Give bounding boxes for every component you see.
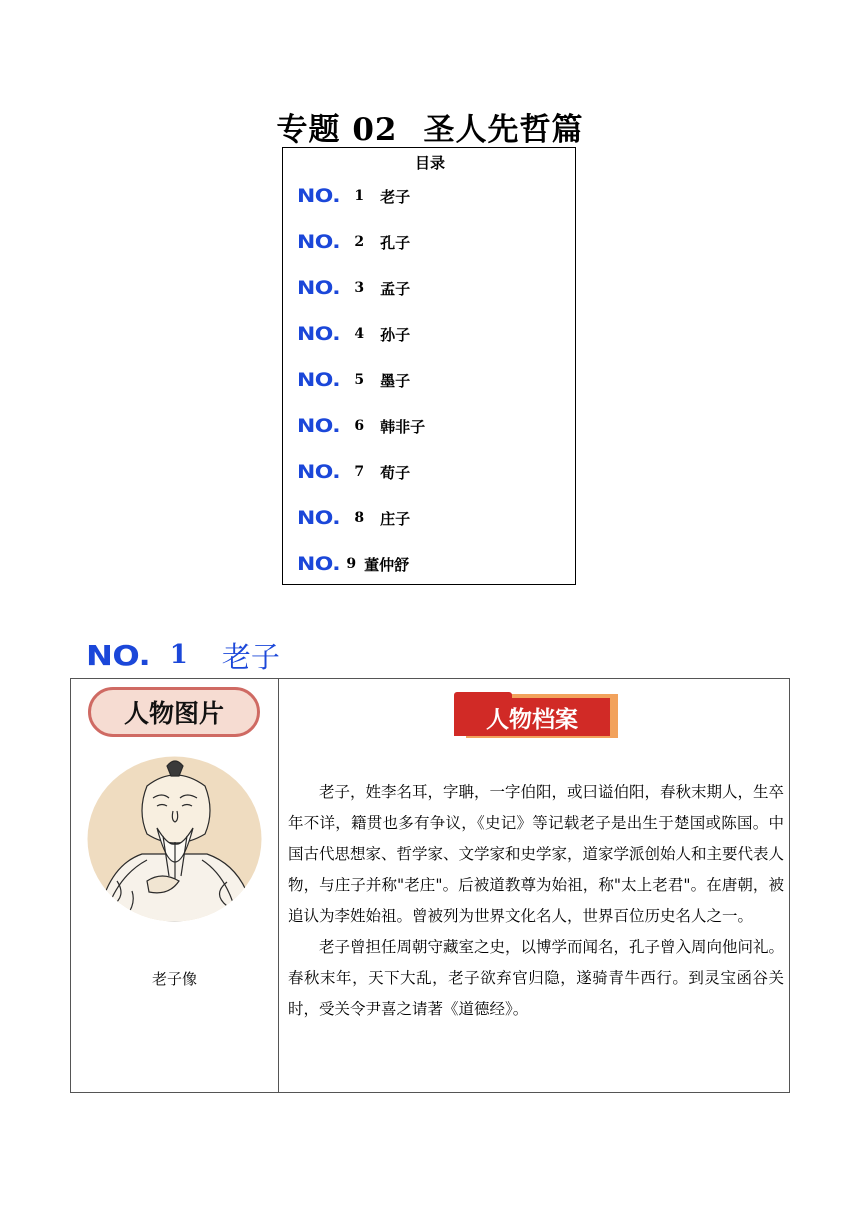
profile-card xyxy=(70,678,790,1093)
toc-item[interactable] xyxy=(297,461,410,483)
portrait-caption: 老子像 xyxy=(151,970,197,988)
toc-item-name: 孙子 xyxy=(380,325,411,344)
toc-heading: 目录 xyxy=(414,154,445,172)
toc-item-name: 孔子 xyxy=(380,233,411,252)
toc-item-number: 1 xyxy=(354,188,365,204)
archive-label-text: 人物档案 xyxy=(486,706,578,733)
toc-item[interactable] xyxy=(297,415,425,437)
toc-item[interactable] xyxy=(297,369,410,391)
no-badge: NO. xyxy=(297,461,340,483)
bio-paragraph: 老子曾担任周朝守藏室之史，以博学而闻名，孔子曾入周向他问礼。春秋末年，天下大乱，老子欲弃官归隐，遂骑青牛西行。到灵宝函谷关时，受关令尹喜之请著《道德经》。 xyxy=(288,938,785,1018)
toc-item-number: 4 xyxy=(354,326,365,342)
no-badge: NO. xyxy=(86,638,151,672)
section-name: 老子 xyxy=(221,639,280,674)
section-heading xyxy=(86,638,280,672)
toc-item-name: 韩非子 xyxy=(380,417,426,436)
toc-item-name: 庄子 xyxy=(380,509,411,528)
toc-item[interactable] xyxy=(297,323,410,345)
toc-item-number: 7 xyxy=(354,464,365,480)
toc-item-number: 9 xyxy=(346,556,357,572)
column-divider xyxy=(278,679,279,1092)
toc-item-name: 墨子 xyxy=(380,371,411,390)
toc-item[interactable] xyxy=(297,277,410,299)
toc-item-name: 董仲舒 xyxy=(364,555,410,574)
no-badge: NO. xyxy=(297,185,340,207)
no-badge: NO. xyxy=(297,323,340,345)
toc-item[interactable] xyxy=(297,553,409,575)
toc-item-name: 荀子 xyxy=(380,463,411,482)
no-badge: NO. xyxy=(297,415,340,437)
page-title xyxy=(0,104,860,149)
toc-item[interactable] xyxy=(297,507,410,529)
section-number: 1 xyxy=(169,640,188,670)
toc-item[interactable] xyxy=(297,231,410,253)
archive-label-banner xyxy=(454,692,618,738)
no-badge: NO. xyxy=(297,507,340,529)
toc-item-number: 8 xyxy=(354,510,365,526)
biography-text xyxy=(288,777,784,1025)
toc-item[interactable] xyxy=(297,185,410,207)
toc-item-number: 2 xyxy=(354,234,365,250)
image-label-text: 人物图片 xyxy=(123,699,224,728)
image-label-pill xyxy=(88,687,260,737)
title-part1: 专题 02 xyxy=(276,112,398,148)
toc-item-name: 老子 xyxy=(380,187,411,206)
no-badge: NO. xyxy=(297,553,340,575)
no-badge: NO. xyxy=(297,277,340,299)
portrait-image xyxy=(87,756,262,922)
no-badge: NO. xyxy=(297,369,340,391)
toc-item-number: 6 xyxy=(354,418,365,434)
toc-item-name: 孟子 xyxy=(380,279,411,298)
table-of-contents xyxy=(282,147,576,585)
no-badge: NO. xyxy=(297,231,340,253)
title-part2: 圣人先哲篇 xyxy=(423,112,584,148)
toc-item-number: 3 xyxy=(354,280,365,296)
toc-item-number: 5 xyxy=(354,372,365,388)
bio-paragraph: 老子，姓李名耳，字聃，一字伯阳，或曰谥伯阳，春秋末期人，生卒年不详，籍贯也多有争议，《史记》等记载老子是出生于楚国或陈国。中国古代思想家、哲学家、文学家和史学家，道家学派创始人和主要代表人物，与庄子并称"老庄"。后被道教尊为始祖，称"太上老君"。在唐朝，被追认为李姓始祖。曾被列为世界文化名人，世界百位历史名人之一。 xyxy=(288,783,785,925)
